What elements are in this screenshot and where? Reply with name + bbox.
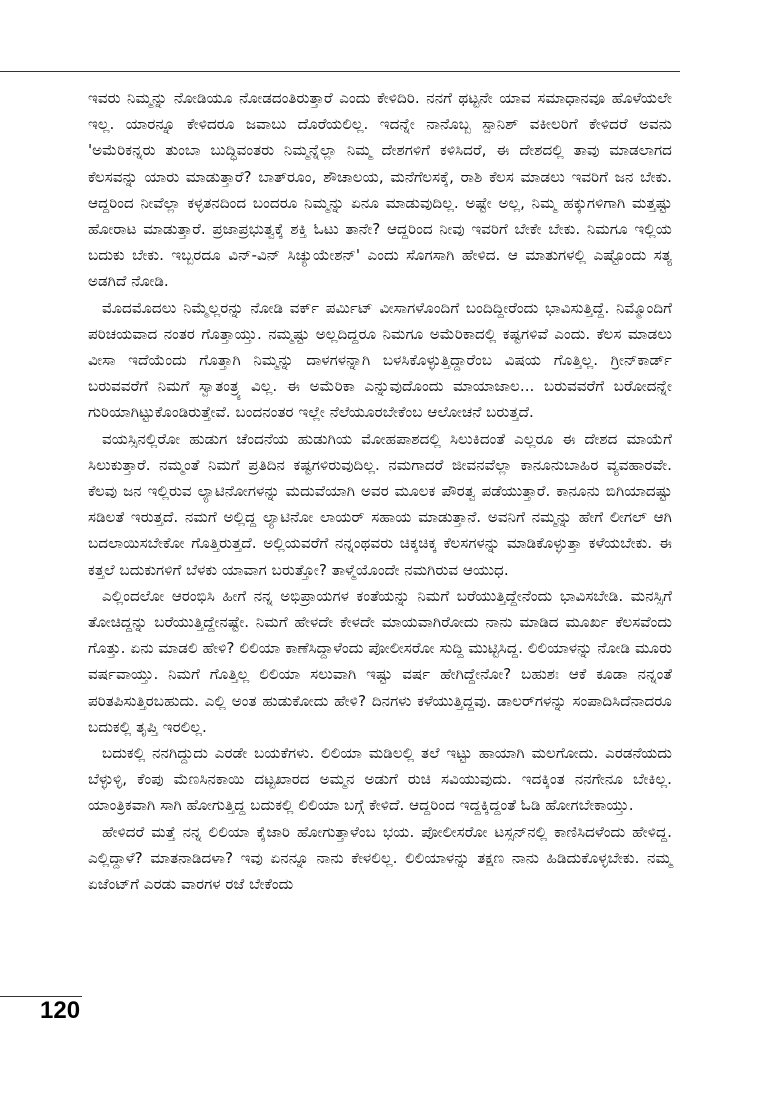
page-number: 120: [40, 997, 81, 1024]
header-rule: [0, 71, 680, 72]
paragraph-1: ಇವರು ನಿಮ್ಮನ್ನು ನೋಡಿಯೂ ನೋಡದಂತಿರುತ್ತಾರೆ ಎಂದು ಕೇಳಿದಿರಿ. ನನಗೆ ಥಟ್ಟನೇ ಯಾವ ಸಮಾಧಾನವೂ ಹೊಳೆಯಲೇ ಇಲ್ಲ. ಯಾರನ್ನೂ ಕೇಳಿದರೂ ಜವಾಬು ದೊರೆಯಲಿಲ್ಲ. ಇದನ್ನೇ ನಾನೊಬ್ಬ ಸ್ಪಾನಿಶ್ ವಕೀಲರಿಗೆ ಕೇಳಿದರೆ ಅವನು 'ಅಮೆರಿಕನ್ನರು ತುಂಬಾ ಬುದ್ಧಿವಂತರು ನಿಮ್ಮನ್ನೆಲ್ಲಾ ನಿಮ್ಮ ದೇಶಗಳಿಗೆ ಕಳಿಸಿದರೆ, ಈ ದೇಶದಲ್ಲಿ ತಾವು ಮಾಡಲಾಗದ ಕೆಲಸವನ್ನು ಯಾರು ಮಾಡುತ್ತಾರೆ? ಬಾತ್‌ರೂಂ, ಶೌಚಾಲಯ, ಮನೆಗೆಲಸಕ್ಕೆ, ರಾಶಿ ಕೆಲಸ ಮಾಡಲು ಇವರಿಗೆ ಜನ ಬೇಕು. ಆದ್ದರಿಂದ ನೀವೆಲ್ಲಾ ಕಳ್ಳತನದಿಂದ ಬಂದರೂ ನಿಮ್ಮನ್ನು ಏನೂ ಮಾಡುವುದಿಲ್ಲ. ಅಷ್ಟೇ ಅಲ್ಲ, ನಿಮ್ಮ ಹಕ್ಕುಗಳಿಗಾಗಿ ಮತ್ತಷ್ಟು ಹೋರಾಟ ಮಾಡುತ್ತಾರೆ. ಪ್ರಜಾಪ್ರಭುತ್ವಕ್ಕೆ ಶಕ್ತಿ ಓಟು ತಾನೇ? ಆದ್ದರಿಂದ ನೀವು ಇವರಿಗೆ ಬೇಕೇ ಬೇಕು. ನಿಮಗೂ ಇಲ್ಲಿಯ ಬದುಕು ಬೇಕು. ಇಬ್ಬರದೂ ವಿನ್-ವಿನ್ ಸಿಚ್ಯುಯೇಶನ್' ಎಂದು ಸೊಗಸಾಗಿ ಹೇಳಿದ. ಆ ಮಾತುಗಳಲ್ಲಿ ಎಷ್ಟೊಂದು ಸತ್ಯ ಅಡಗಿದೆ ನೋಡಿ.: [88, 89, 672, 291]
paragraph-2: ಮೊದಮೊದಲು ನಿಮ್ಮೆಲ್ಲರನ್ನು ನೋಡಿ ವರ್ಕ್ ಪರ್ಮಿಟ್ ವೀಸಾಗಳೊಂದಿಗೆ ಬಂದಿದ್ದೀರೆಂದು ಭಾವಿಸುತ್ತಿದ್ದೆ. ನಿಮ್ಮೊಂದಿಗೆ ಪರಿಚಯವಾದ ನಂತರ ಗೊತ್ತಾಯ್ತು. ನಮ್ಮಷ್ಟು ಅಲ್ಲದಿದ್ದರೂ ನಿಮಗೂ ಅಮೆರಿಕಾದಲ್ಲಿ ಕಷ್ಟಗಳಿವೆ ಎಂದು. ಕೆಲಸ ಮಾಡಲು ವೀಸಾ ಇದೆಯೆಂದು ಗೊತ್ತಾಗಿ ನಿಮ್ಮನ್ನು ದಾಳಗಳನ್ನಾಗಿ ಬಳಸಿಕೊಳ್ಳುತ್ತಿದ್ದಾರೆಂಬ ವಿಷಯ ಗೊತ್ತಿಲ್ಲ. ಗ್ರೀನ್‌ಕಾರ್ಡ್ ಬರುವವರೆಗೆ ನಿಮಗೆ ಸ್ವಾತಂತ್ರ್ಯ ವಿಲ್ಲ. ಈ ಅಮೆರಿಕಾ ಎನ್ನುವುದೊಂದು ಮಾಯಾಜಾಲ... ಬರುವವರೆಗೆ ಬರೋದನ್ನೇ ಗುರಿಯಾಗಿಟ್ಟುಕೊಂಡಿರುತ್ತೇವೆ. ಬಂದನಂತರ ಇಲ್ಲೇ ನೆಲೆಯೂರಬೇಕೆಂಬ ಆಲೋಚನೆ ಬರುತ್ತದೆ.: [88, 298, 672, 422]
paragraph-3: ವಯಸ್ಸಿನಲ್ಲಿರೋ ಹುಡುಗ ಚೆಂದನೆಯ ಹುಡುಗಿಯ ಮೋಹಪಾಶದಲ್ಲಿ ಸಿಲುಕಿದಂತೆ ಎಲ್ಲರೂ ಈ ದೇಶದ ಮಾಯೆಗೆ ಸಿಲುಕುತ್ತಾರೆ. ನಮ್ಮಂತೆ ನಿಮಗೆ ಪ್ರತಿದಿನ ಕಷ್ಟಗಳಿರುವುದಿಲ್ಲ. ನಮಗಾದರೆ ಜೀವನವೆಲ್ಲಾ ಕಾನೂನುಬಾಹಿರ ವ್ಯವಹಾರವೇ. ಕೆಲವು ಜನ ಇಲ್ಲಿರುವ ಲ್ಯಾಟಿನೋಗಳನ್ನು ಮದುವೆಯಾಗಿ ಅವರ ಮೂಲಕ ಪೌರತ್ವ ಪಡೆಯುತ್ತಾರೆ. ಕಾನೂನು ಬಿಗಿಯಾದಷ್ಟು ಸಡಿಲತೆ ಇರುತ್ತದೆ. ನಮಗೆ ಅಲ್ಲಿದ್ದ ಲ್ಯಾಟಿನೋ ಲಾಯರ್ ಸಹಾಯ ಮಾಡುತ್ತಾನೆ. ಅವನಿಗೆ ನಮ್ಮನ್ನು ಹೇಗೆ ಲೀಗಲ್ ಆಗಿ ಬದಲಾಯಿಸಬೇಕೋ ಗೊತ್ತಿರುತ್ತದೆ. ಅಲ್ಲಿಯವರೆಗೆ ನನ್ನಂಥವರು ಚಿಕ್ಕಚಿಕ್ಕ ಕೆಲಸಗಳನ್ನು ಮಾಡಿಕೊಳ್ಳುತ್ತಾ ಕಳೆಯಬೇಕು. ಈ ಕತ್ತಲೆ ಬದುಕುಗಳಿಗೆ ಬೆಳಕು ಯಾವಾಗ ಬರುತ್ತೋ? ತಾಳ್ಮೆಯೊಂದೇ ನಮಗಿರುವ ಆಯುಧ.: [88, 429, 672, 579]
body-text: [88, 85, 672, 897]
paragraph-5: ಬದುಕಲ್ಲಿ ನನಗಿದ್ದುದು ಎರಡೇ ಬಯಕೆಗಳು. ಲಿಲಿಯಾ ಮಡಿಲಲ್ಲಿ ತಲೆ ಇಟ್ಟು ಹಾಯಾಗಿ ಮಲಗೋದು. ಎರಡನೆಯದು ಬೆಳ್ಳುಳ್ಳಿ, ಕೆಂಪು ಮೆಣಸಿನಕಾಯಿ ದಟ್ಟಖಾರದ ಅಮ್ಮನ ಅಡುಗೆ ರುಚಿ ಸವಿಯುವುದು. ಇದಕ್ಕಿಂತ ನನಗೇನೂ ಬೇಕಿಲ್ಲ. ಯಾಂತ್ರಿಕವಾಗಿ ಸಾಗಿ ಹೋಗುತ್ತಿದ್ದ ಬದುಕಲ್ಲಿ ಲಿಲಿಯಾ ಬಗ್ಗೆ ಕೇಳಿದೆ. ಆದ್ದರಿಂದ ಇದ್ದಕ್ಕಿದ್ದಂತೆ ಓಡಿ ಹೋಗಬೇಕಾಯ್ತು.: [88, 744, 672, 815]
paragraph-4: ಎಲ್ಲಿಂದಲೋ ಆರಂಭಿಸಿ ಹೀಗೆ ನನ್ನ ಅಭಿಪ್ರಾಯಗಳ ಕಂತೆಯನ್ನು ನಿಮಗೆ ಬರೆಯುತ್ತಿದ್ದೇನೆಂದು ಭಾವಿಸಬೇಡಿ. ಮನಸ್ಸಿಗೆ ತೋಚಿದ್ದನ್ನು ಬರೆಯುತ್ತಿದ್ದೇನಷ್ಟೇ. ನಿಮಗೆ ಹೇಳದೇ ಕೇಳದೇ ಮಾಯವಾಗಿರೋದು ನಾನು ಮಾಡಿದ ಮೂರ್ಖ ಕೆಲಸವೆಂದು ಗೊತ್ತು. ಏನು ಮಾಡಲಿ ಹೇಳಿ? ಲಿಲಿಯಾ ಕಾಣೆಸಿದ್ದಾಳೆಂದು ಪೋಲೀಸರೋ ಸುದ್ದಿ ಮುಟ್ಟಿಸಿದ್ದ. ಲಿಲಿಯಾಳನ್ನು ನೋಡಿ ಮೂರು ವರ್ಷವಾಯ್ತು. ನಿಮಗೆ ಗೊತ್ತಿಲ್ಲ ಲಿಲಿಯಾ ಸಲುವಾಗಿ ಇಷ್ಟು ವರ್ಷ ಹೇಗಿದ್ದೇನೋ? ಬಹುಶಃ ಆಕೆ ಕೂಡಾ ನನ್ನಂತೆ ಪರಿತಪಿಸುತ್ತಿರಬಹುದು. ಎಲ್ಲಿ ಅಂತ ಹುಡುಕೋದು ಹೇಳಿ? ದಿನಗಳು ಕಳೆಯುತ್ತಿದ್ದವು. ಡಾಲರ್‌ಗಳನ್ನು ಸಂಪಾದಿಸಿದೆನಾದರೂ ಬದುಕಲ್ಲಿ ತೃಪ್ತಿ ಇರಲಿಲ್ಲ.: [88, 586, 672, 736]
paragraph-6: ಹೇಳಿದರೆ ಮತ್ತೆ ನನ್ನ ಲಿಲಿಯಾ ಕೈಜಾರಿ ಹೋಗುತ್ತಾಳೆಂಬ ಭಯ. ಪೋಲೀಸರೋ ಟಸ್ಸನ್‌ನಲ್ಲಿ ಕಾಣಿಸಿದಳೆಂದು ಹೇಳಿದ್ದ. ಎಲ್ಲಿದ್ದಾಳೆ? ಮಾತನಾಡಿದಳಾ? ಇವು ಏನನ್ನೂ ನಾನು ಕೇಳಲಿಲ್ಲ. ಲಿಲಿಯಾಳನ್ನು ತಕ್ಷಣ ನಾನು ಹಿಡಿದುಕೊಳ್ಳಬೇಕು. ನಮ್ಮ ಏಜೆಂಟ್‌ಗೆ ಎರಡು ವಾರಗಳ ರಜೆ ಬೇಕೆಂದು: [88, 822, 672, 894]
